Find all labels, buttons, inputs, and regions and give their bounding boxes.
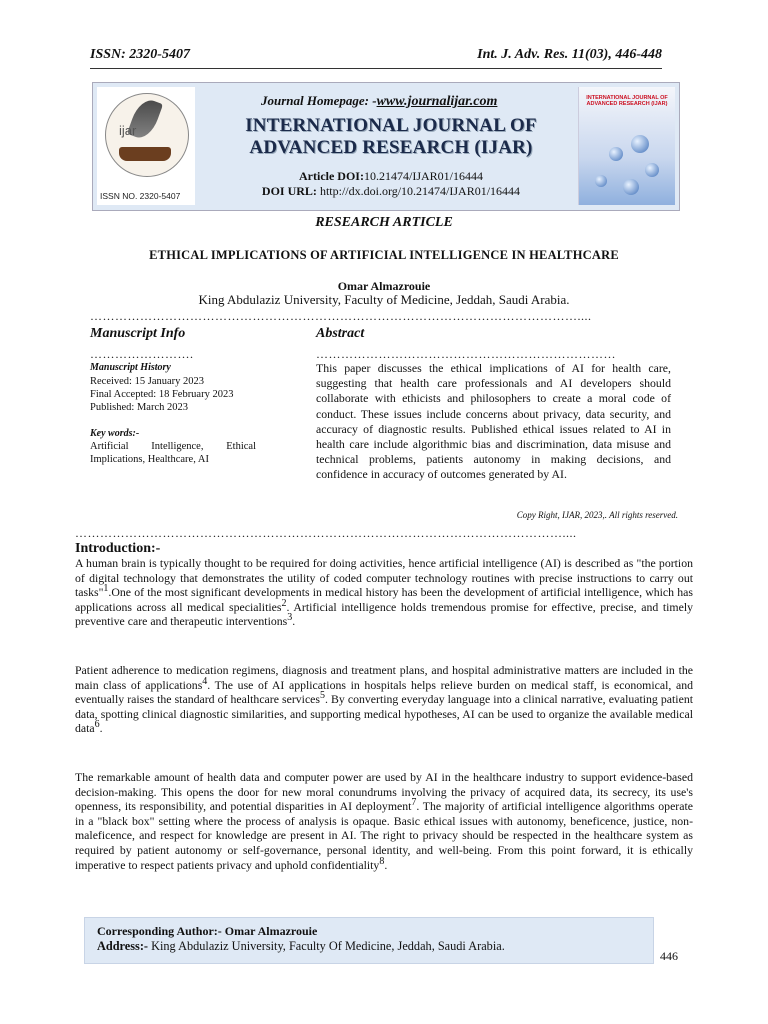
- issn-text: ISSN: 2320-5407: [90, 47, 190, 62]
- molecule-icon: [631, 135, 649, 153]
- running-header: [90, 47, 662, 63]
- journal-title-line2: ADVANCED RESEARCH (IJAR): [249, 137, 533, 158]
- abstract-text: This paper discusses the ethical implications of AI for health care, suggesting that health care professionals and AI developers should collaborate with ethicists and philosophers to create a moral code of conduct. These issues include concerns about privacy, data security, and accuracy of diagnostic results. Published ethical issues related to AI in health care include algorithmic bias and discrimination, data misuse and technical problems, patients autonomy in making decisions, and confidence in accuracy of outcomes generated by AI.: [316, 361, 671, 482]
- header-rule: [90, 68, 662, 69]
- page-number: 446: [660, 949, 678, 963]
- doi-url-label: DOI URL:: [261, 184, 317, 198]
- molecule-icon: [595, 175, 607, 187]
- doi-label: Article DOI:: [299, 169, 364, 183]
- journal-banner: [92, 82, 680, 211]
- received-date: Received: 15 January 2023: [90, 376, 205, 387]
- citation-ref: 7: [411, 797, 417, 809]
- published-date: Published: March 2023: [90, 402, 188, 413]
- article-title: ETHICAL IMPLICATIONS OF ARTIFICIAL INTELLIGENCE IN HEALTHCARE: [149, 248, 619, 262]
- keywords-list: Artificial Intelligence, Ethical Implications, Healthcare, AI: [90, 441, 256, 465]
- doi-url-link[interactable]: http://dx.doi.org/10.21474/IJAR01/16444: [316, 184, 521, 198]
- logo-text: ijar: [119, 123, 137, 138]
- journal-title-line1: INTERNATIONAL JOURNAL OF: [245, 115, 537, 136]
- dotted-separator: ………………………………………………………………………………………………………....: [75, 526, 577, 540]
- journal-cover-image: [578, 87, 675, 205]
- molecule-icon: [623, 179, 639, 195]
- corresponding-address: Address:- King Abdulaziz University, Faculty Of Medicine, Jeddah, Saudi Arabia.: [97, 939, 505, 953]
- molecule-icon: [645, 163, 659, 177]
- citation-ref: 5: [320, 690, 326, 702]
- book-icon: [119, 147, 171, 161]
- author-name: Omar Almazrouie: [337, 279, 431, 293]
- citation-ref: 8: [379, 855, 385, 867]
- manuscript-history-label: Manuscript History: [90, 362, 171, 373]
- citation-ref: 2: [281, 597, 287, 609]
- abstract-heading: Abstract: [316, 326, 365, 341]
- dotted-separator: ………………………………………………………………: [316, 347, 616, 361]
- keywords-label: Key words:-: [90, 428, 140, 439]
- logo-issn: ISSN NO. 2320-5407: [100, 191, 181, 201]
- dotted-separator: ………………………………………………………………………………………………………....: [90, 309, 592, 323]
- corresponding-author-label: Corresponding Author:- Omar Almazrouie: [97, 924, 318, 938]
- introduction-heading: Introduction:-: [75, 541, 161, 556]
- corresponding-author-box: [84, 917, 654, 964]
- intro-paragraph-2: Patient adherence to medication regimens, diagnosis and treatment plans, and hospital administrative matters are included in the main class of applications$^4$. The use of AI applications in hospitals helps relieve burden on medical staff, is economical, and eventually raises the standard of healthcare services$^5$. By converting everyday language into a clinical narrative, evaluating patient data, spotting clinical diagnostic similarities, and supporting medical hypotheses, AI can be used to organize the available medical data$^6$.: [75, 663, 693, 736]
- citation-ref: 6: [94, 719, 100, 731]
- accepted-date: Final Accepted: 18 February 2023: [90, 389, 234, 400]
- journal-homepage: [261, 93, 497, 110]
- citation-ref: 4: [202, 675, 208, 687]
- journal-title: [221, 115, 561, 159]
- journal-logo: [97, 87, 195, 205]
- citation-text: Int. J. Adv. Res. 11(03), 446-448: [477, 47, 662, 62]
- molecule-icon: [609, 147, 623, 161]
- doi-block: [213, 169, 569, 199]
- citation-ref: 1: [103, 583, 109, 595]
- article-type: RESEARCH ARTICLE: [315, 215, 453, 230]
- dotted-separator: …………………….: [90, 347, 194, 361]
- manuscript-info-heading: Manuscript Info: [90, 326, 186, 341]
- homepage-prefix: Journal Homepage: -: [261, 93, 377, 108]
- homepage-link[interactable]: www.journalijar.com: [376, 94, 498, 109]
- intro-paragraph-1: A human brain is typically thought to be required for doing activities, hence artificial intelligence (AI) is described as "the portion of digital technology that demonstrates the utility of coded computer technology routines with precise instructions to carry out tasks"$^1$.One of the most significant developments in medical history has been the development of artificial intelligence, which has applications across all medical specialities$^2$. Artificial intelligence holds tremendous promise for effective, precise, and timely preventive care and therapeutic interventions$^3$.: [75, 556, 694, 629]
- author-affiliation: King Abdulaziz University, Faculty of Medicine, Jeddah, Saudi Arabia.: [198, 292, 570, 307]
- citation-ref: 3: [287, 612, 293, 624]
- copyright-notice: Copy Right, IJAR, 2023,. All rights reserved.: [516, 510, 678, 520]
- doi-value: 10.21474/IJAR01/16444: [363, 169, 483, 183]
- intro-paragraph-3: The remarkable amount of health data and computer power are used by AI in the healthcare industry to support evidence-based decision-making. This opens the door for new moral conundrums involving the privacy of acquired data, its secrecy, its use's openness, its responsibility, and potential disparities in AI deployment$^7$. The majority of artificial intelligence algorithms operate in a "black box" setting where the process of analysis is opaque. Basic ethical issues with autonomy, beneficence, justice, non-maleficence, and respect for knowledge are present in AI. The right to privacy should be respected in the healthcare system as required by patient autonomy or self-governance, personal identity, and well-being. From this point forward, it is ethically imperative to respect patients privacy and uphold confidentiality$^8$.: [75, 770, 693, 872]
- cover-title: INTERNATIONAL JOURNAL OF ADVANCED RESEARCH (IJAR): [586, 95, 668, 107]
